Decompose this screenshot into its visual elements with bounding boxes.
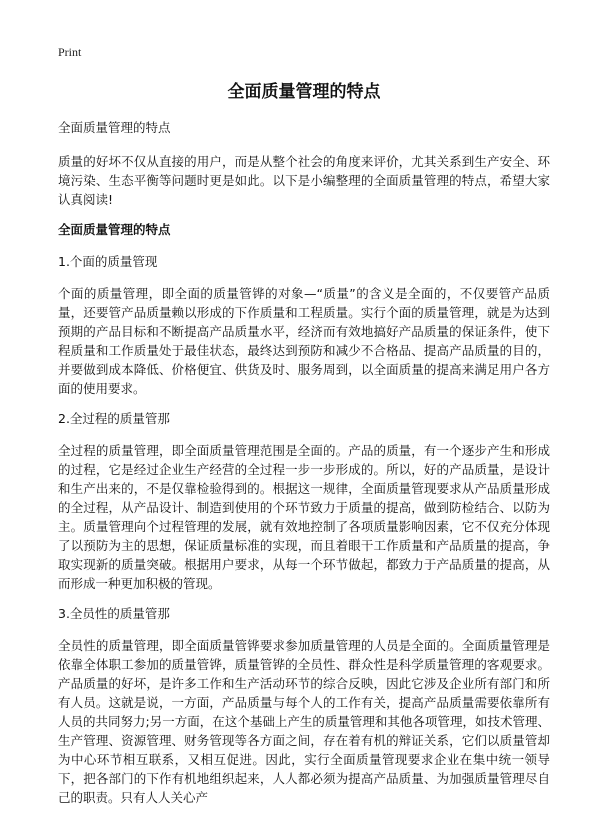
document-subtitle: 全面质量管理的特点 [58, 120, 171, 135]
section-1-body: 个面的质量管理，即全面的质量管铧的对象—“质量”的含义是全面的，不仅要管产品质量，还要管产品质量赖以形成的下作质量和工程质量。实行个面的质量管理，就是为达到预期的产品目标和不断提高产品质量水平，经济而有效地搞好产品质量的保证条件，使下程质量和工作质量处于最佳状态，最终达到预防和减少不合格品、提高产品质量的目的，并要做到成本降低、价格便宜、供货及时、服务周到，以全面质量的提高来满足用户各方面的使用要求。 [58, 286, 550, 396]
print-link[interactable]: Print [58, 45, 82, 59]
section-1-heading: 1.个面的质量管现 [58, 254, 158, 269]
section-2-body: 全过程的质量管理，即全面质量管理范围是全面的。产品的质量，有一个逐步产生和形成的过程，它是经过企业生产经营的全过程一步一步形成的。所以，好的产品质量，是设计和生产出来的，不是仅靠检验得到的。根据这一规律，全面质量管现要求从产品质量形成的全过程，从产品设计、制造到使用的个环节致力于质量的提高，做到防检结合、以防为主。质量管理向个过程管理的发展，就有效地控制了各项质量影响因素，它不仅充分体现了以预防为主的思想，保证质量标准的实现，而且着眼干工作质量和产品质量的提高，争取实现新的质量突破。根据用户要求，从每一个环节做起，都致力于产品质量的提高，从而形成一种更加积极的管现。 [58, 443, 550, 591]
section-heading: 全面质量管理的特点 [58, 222, 171, 237]
intro-paragraph: 质量的好坏不仅从直接的用户，而是从整个社会的角度来评价，尤其关系到生产安全、环境污染、生态平衡等问题时更是如此。以下是小编整理的全面质量管理的特点，希望大家认真阅读! [58, 154, 550, 207]
section-3-body: 全员性的质量管理，即全面质量管铧要求参加质量管理的人员是全面的。全面质量管理是依靠全体职工参加的质量管铧，质量管铧的全员性、群众性是科学质量管理的客观要求。产品质量的好坏，是许多工作和生产活动环节的综合反映，因此它涉及企业所有部门和所有人员。这就是说，一方面，产品质量与每个人的工作有关，提高产品质量需要依靠所有人员的共同努力;另一方面，在这个基础上产生的质量管理和其他各项管理，如技术管理、生产管理、资源管理、财务管现等各方面之间，存在着有机的辩证关系，它们以质量管却为中心环节相互联系，又相互促进。因此，实行全面质量管现要求企业在集中统一领导下，把各部门的下作有机地组织起来，人人都必须为提高产品质量、为加强质量管理尽自己的职责。只有人人关心产 [58, 638, 550, 805]
section-2-heading: 2.全过程的质量管那 [58, 411, 170, 426]
section-3-heading: 3.全员性的质量管那 [58, 606, 170, 621]
document-title: 全面质量管理的特点 [227, 82, 381, 102]
